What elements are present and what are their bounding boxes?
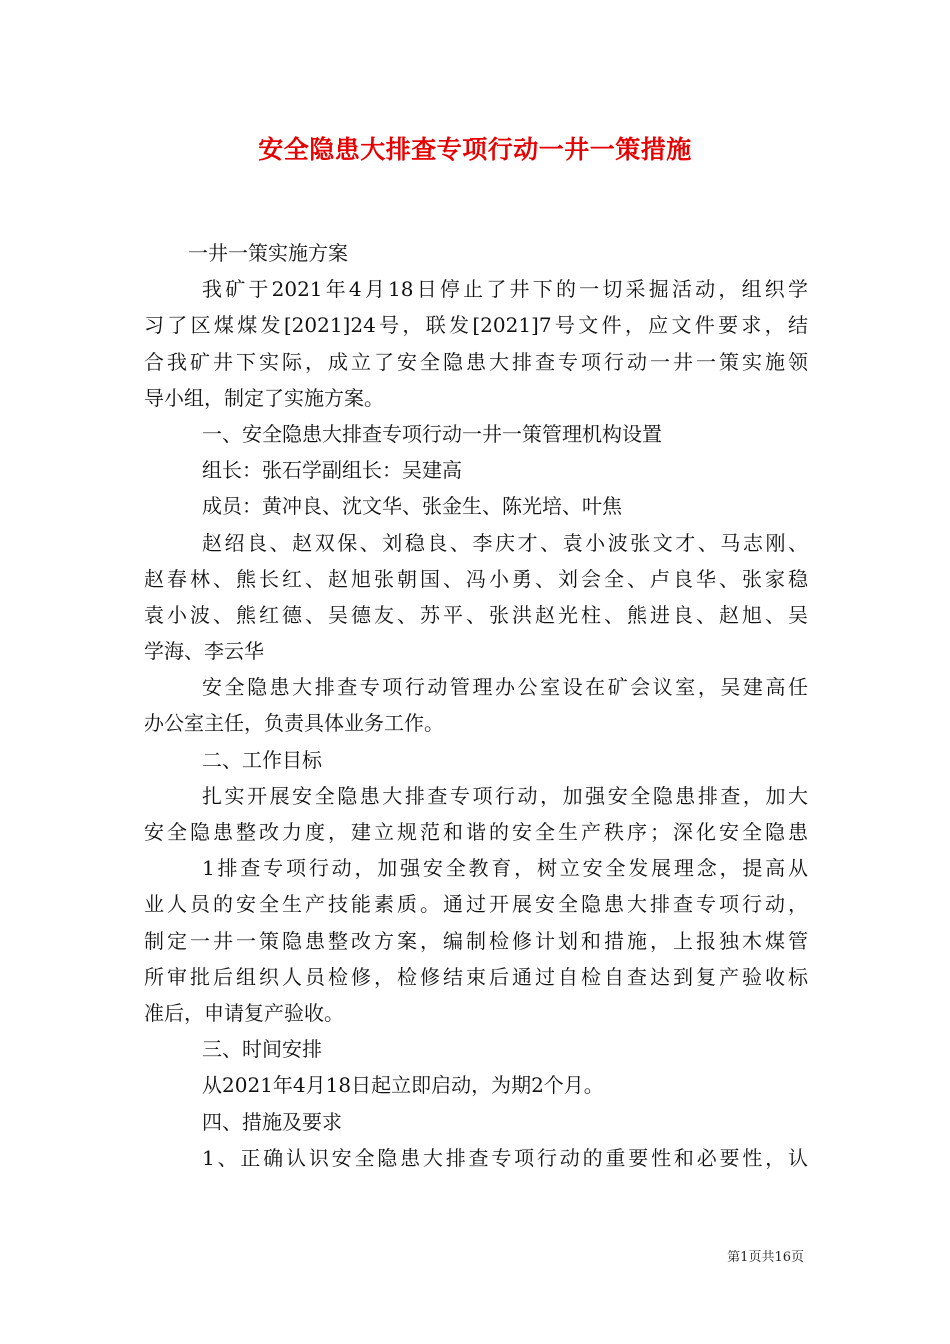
text-line: 三、时间安排 — [202, 1037, 322, 1062]
text-line: 所审批后组织人员检修，检修结束后通过自检自查达到复产验收标 — [144, 964, 808, 989]
text-line: 扎实开展安全隐患大排查专项行动，加强安全隐患排查，加大 — [202, 783, 808, 808]
text-line: 我矿于2021年4月18日停止了井下的一切采掘活动，组织学 — [202, 277, 808, 302]
text-line: 准后，申请复产验收。 — [144, 1000, 344, 1025]
text-line: 一、安全隐患大排查专项行动一井一策管理机构设置 — [202, 421, 662, 446]
text-line: 制定一井一策隐患整改方案，编制检修计划和措施，上报独木煤管 — [144, 928, 808, 953]
text-line: 二、工作目标 — [202, 747, 322, 772]
text-line: 1、正确认识安全隐患大排查专项行动的重要性和必要性，认 — [202, 1145, 808, 1170]
text-line: 从2021年4月18日起立即启动，为期2个月。 — [202, 1073, 604, 1098]
page-number: 第1页共16页 — [727, 1250, 804, 1265]
document-body — [144, 235, 808, 1176]
document-title: 安全隐患大排查专项行动一井一策措施 — [258, 135, 692, 164]
text-line: 成员：黄冲良、沈文华、张金生、陈光培、叶焦 — [202, 494, 622, 519]
text-line: 组长：张石学副组长：吴建高 — [202, 458, 462, 483]
text-line: 学海、李云华 — [144, 639, 264, 664]
text-line: 四、措施及要求 — [202, 1109, 342, 1134]
text-line: 业人员的安全生产技能素质。通过开展安全隐患大排查专项行动， — [144, 892, 808, 917]
text-line: 赵绍良、赵双保、刘稳良、李庆才、袁小波张文才、马志刚、 — [202, 530, 808, 555]
text-line: 安全隐患整改力度，建立规范和谐的安全生产秩序；深化安全隐患 — [144, 820, 808, 844]
text-line: 导小组，制定了实施方案。 — [144, 385, 384, 410]
text-line: 合我矿井下实际，成立了安全隐患大排查专项行动一井一策实施领 — [144, 349, 808, 374]
text-line: 一井一策实施方案 — [188, 241, 348, 265]
text-line: 1排查专项行动，加强安全教育，树立安全发展理念，提高从 — [202, 856, 808, 881]
text-line: 赵春林、熊长红、赵旭张朝国、冯小勇、刘会全、卢良华、张家稳 — [144, 566, 808, 591]
text-line: 办公室主任，负责具体业务工作。 — [144, 711, 444, 736]
text-line: 习了区煤煤发[2021]24号，联发[2021]7号文件，应文件要求，结 — [144, 313, 808, 338]
text-line: 安全隐患大排查专项行动管理办公室设在矿会议室，吴建高任 — [202, 675, 808, 700]
text-line: 袁小波、熊红德、吴德友、苏平、张洪赵光柱、熊进良、赵旭、吴 — [144, 602, 808, 627]
